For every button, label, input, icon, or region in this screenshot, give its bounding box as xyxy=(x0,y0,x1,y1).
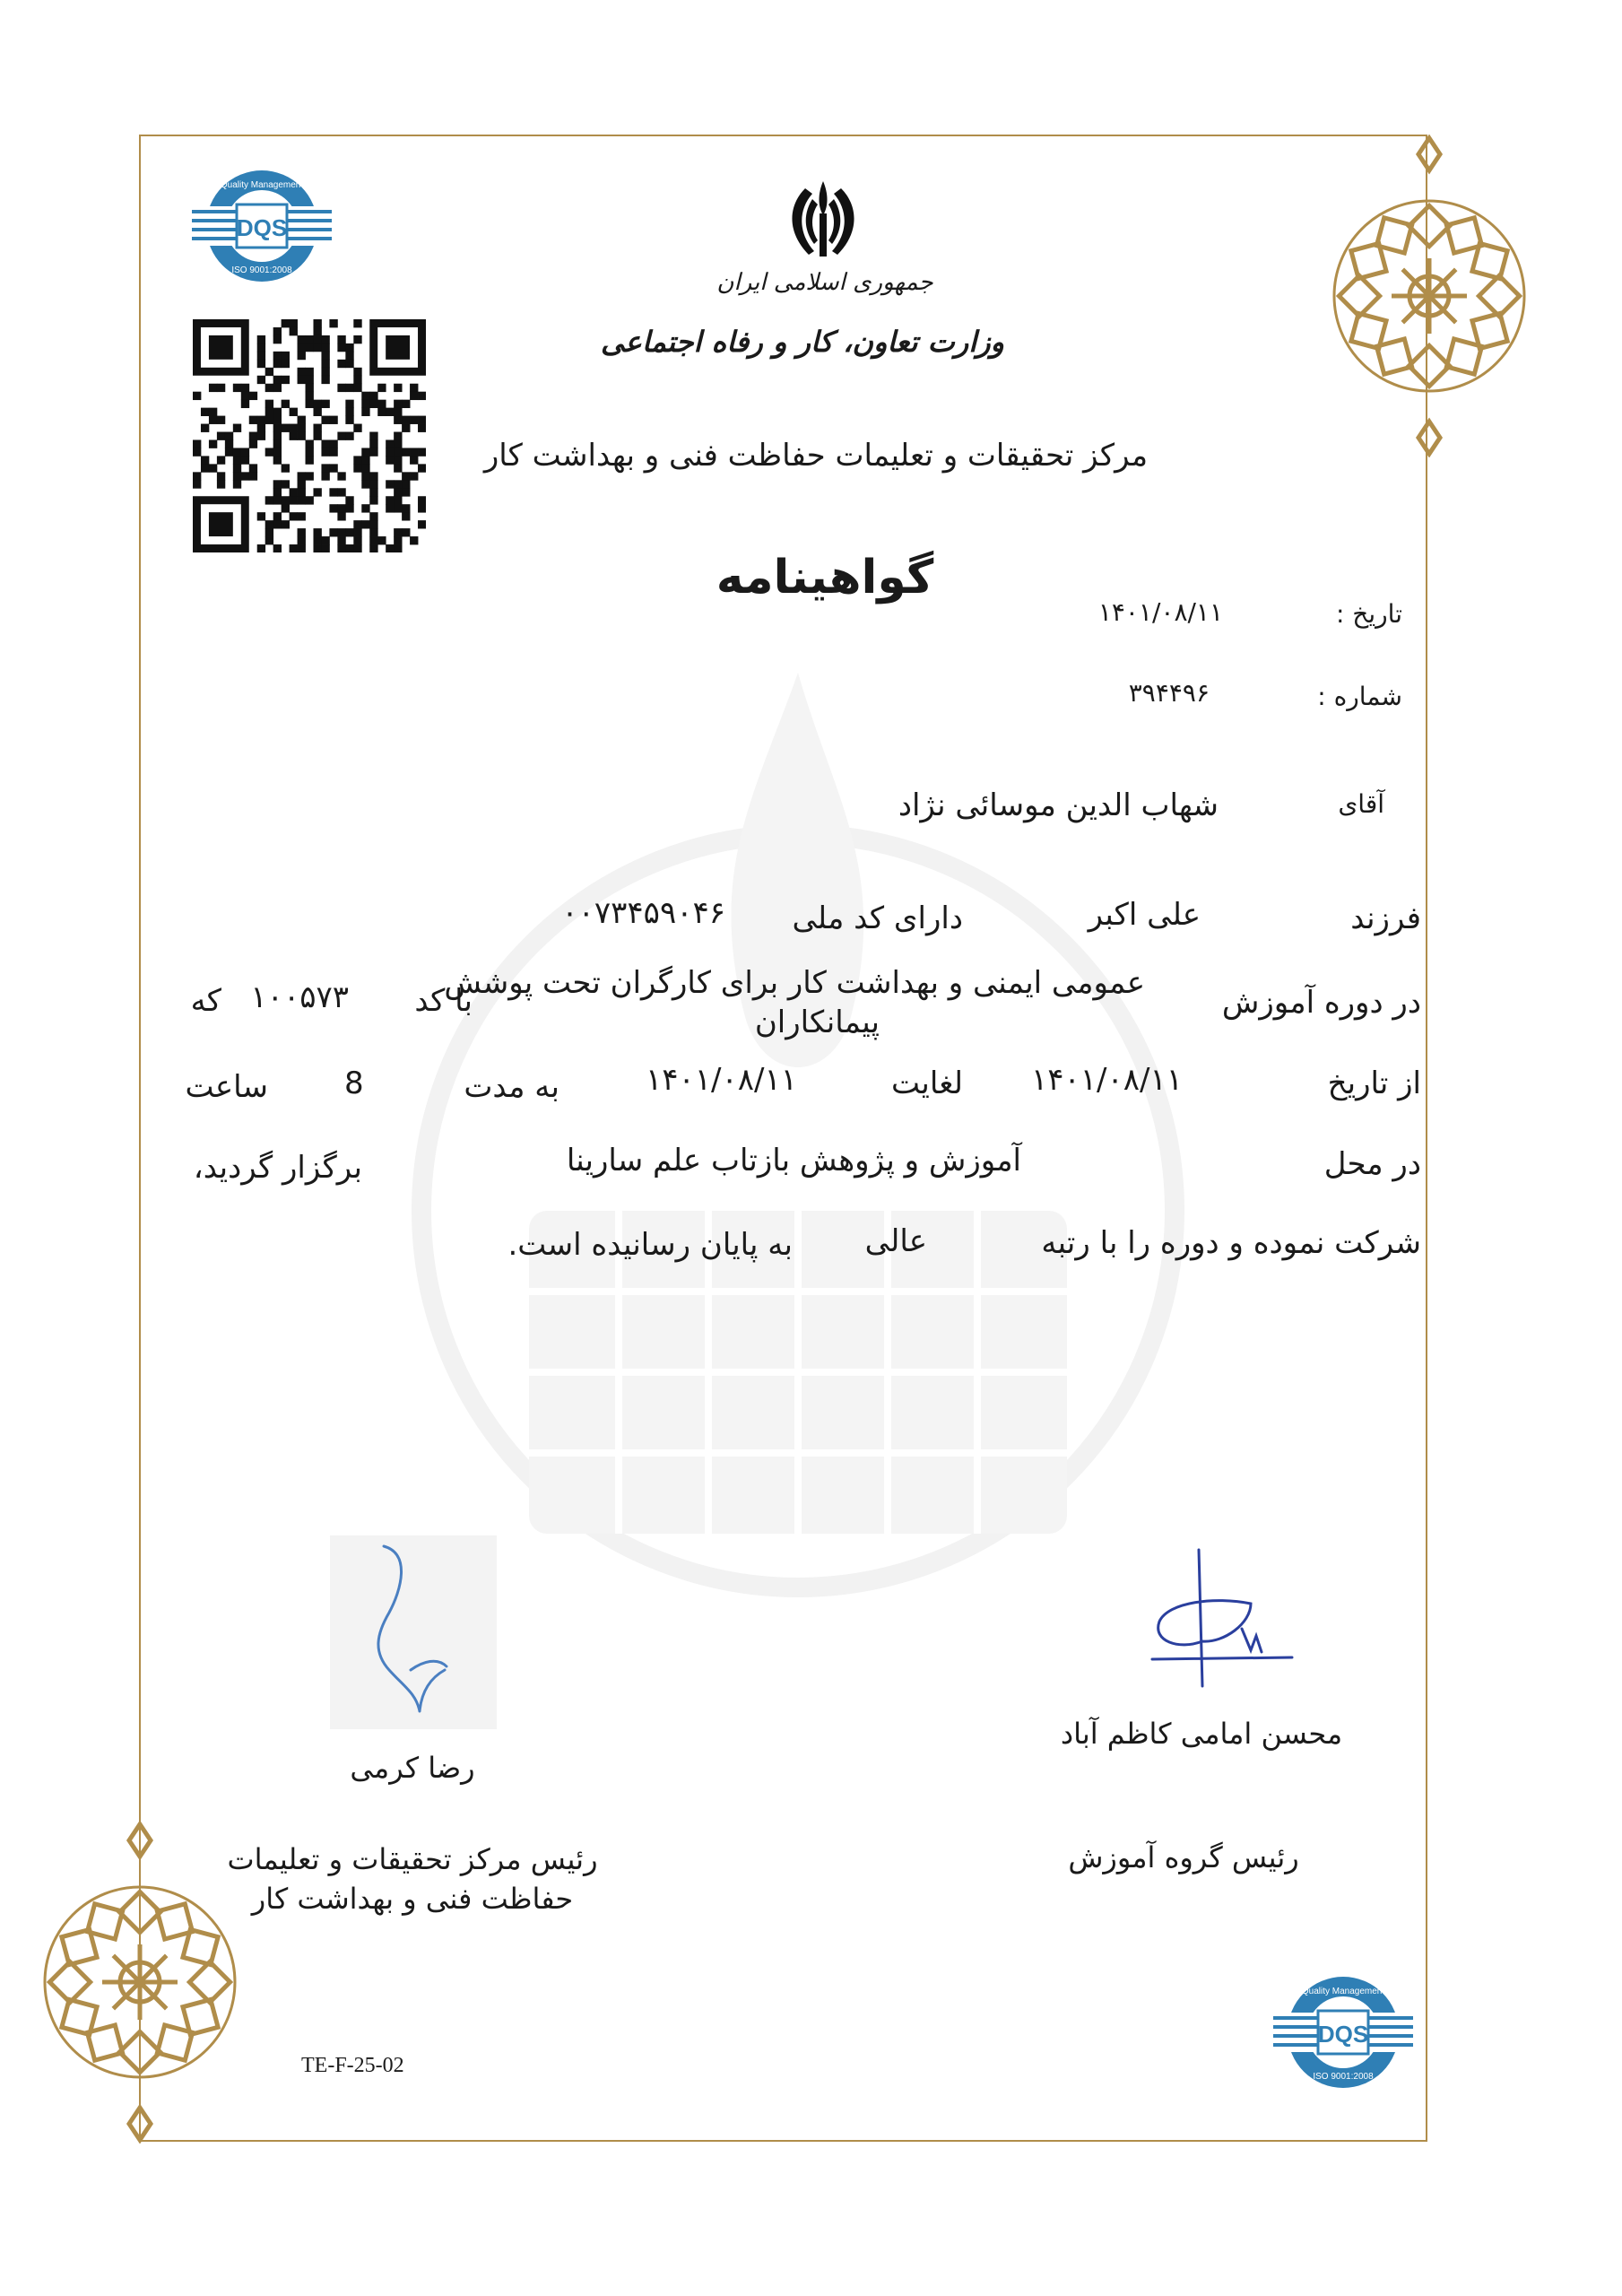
held-text: برگزار گردید، xyxy=(193,1150,362,1186)
from-date-label: از تاریخ xyxy=(1327,1065,1421,1101)
course-code: ۱۰۰۵۷۳ xyxy=(250,979,349,1015)
signer-left-name: رضا کرمی xyxy=(350,1751,475,1785)
number-label: شماره : xyxy=(1317,682,1402,711)
signer-left-title-2: حفاظت فنی و بهداشت کار xyxy=(251,1882,574,1916)
iso-badge-top xyxy=(190,163,334,289)
course-label: در دوره آموزش xyxy=(1221,985,1421,1021)
number-value: ۳۹۴۴۹۶ xyxy=(1128,678,1210,708)
duration-value: 8 xyxy=(344,1065,364,1101)
duration-label: به مدت xyxy=(464,1069,559,1105)
father-name: علی اکبر xyxy=(1088,897,1201,933)
signer-right-name: محسن امامی کاظم آباد xyxy=(1060,1717,1343,1751)
place-label: در محل xyxy=(1323,1146,1421,1182)
badge-center-text: DQS xyxy=(236,214,288,241)
from-date: ۱۴۰۱/۰۸/۱۱ xyxy=(1030,1062,1183,1098)
course-code-label: با کد xyxy=(414,983,473,1019)
country-name: جمهوری اسلامی ایران xyxy=(716,269,933,296)
ministry-name: وزارت تعاون، کار و رفاه اجتماعی xyxy=(601,325,1004,359)
national-code-label: دارای کد ملی xyxy=(792,900,963,936)
badge-center-text: DQS xyxy=(1317,2021,1369,2048)
rank-value: عالی xyxy=(864,1223,927,1259)
signer-left-title-1: رئیس مرکز تحقیقات و تعلیمات xyxy=(227,1842,598,1876)
form-code: TE-F-25-02 xyxy=(301,2054,404,2077)
date-value: ۱۴۰۱/۰۸/۱۱ xyxy=(1097,597,1223,627)
salutation: آقای xyxy=(1338,789,1384,819)
ornament-top-right xyxy=(1325,135,1533,457)
date-label: تاریخ : xyxy=(1335,599,1402,629)
badge-bottom-text: ISO 9001:2008 xyxy=(231,265,292,275)
to-date: ۱۴۰۱/۰۸/۱۱ xyxy=(645,1062,797,1098)
to-date-label: لغایت xyxy=(891,1065,963,1101)
course-name-line2: پیمانکاران xyxy=(754,1004,880,1040)
signature-right xyxy=(1116,1543,1296,1695)
place-name: آموزش و پژوهش بازتاب علم سارینا xyxy=(566,1143,1021,1178)
qr-code xyxy=(193,319,426,552)
course-name-line1: عمومی ایمنی و بهداشت کار برای کارگران تحت پوشش xyxy=(444,965,1145,1001)
signature-left xyxy=(330,1535,497,1729)
certificate-title: گواهینامه xyxy=(716,551,934,604)
badge-top-text: Quality Management xyxy=(220,180,304,190)
iran-emblem-icon xyxy=(778,179,868,260)
badge-top-text: Quality Management xyxy=(1301,1987,1385,1996)
badge-bottom-text: ISO 9001:2008 xyxy=(1313,2072,1374,2082)
ornament-bottom-left xyxy=(36,1821,244,2144)
rank-text-1: شرکت نموده و دوره را با رتبه xyxy=(1041,1225,1421,1261)
national-code: ۰۰۷۳۴۵۹۰۴۶ xyxy=(561,895,725,931)
iso-badge-bottom xyxy=(1271,1970,1415,2095)
course-that: که xyxy=(190,983,221,1019)
child-label: فرزند xyxy=(1350,900,1421,936)
rank-text-2: به پایان رسانیده است. xyxy=(507,1227,793,1263)
center-name: مرکز تحقیقات و تعلیمات حفاظت فنی و بهداشت کار xyxy=(483,438,1149,474)
watermark-emblem xyxy=(368,637,1228,1623)
signer-right-title: رئیس گروه آموزش xyxy=(1068,1840,1299,1874)
hours-label: ساعت xyxy=(185,1069,268,1105)
recipient-name: شهاب الدین موسائی نژاد xyxy=(898,787,1219,823)
